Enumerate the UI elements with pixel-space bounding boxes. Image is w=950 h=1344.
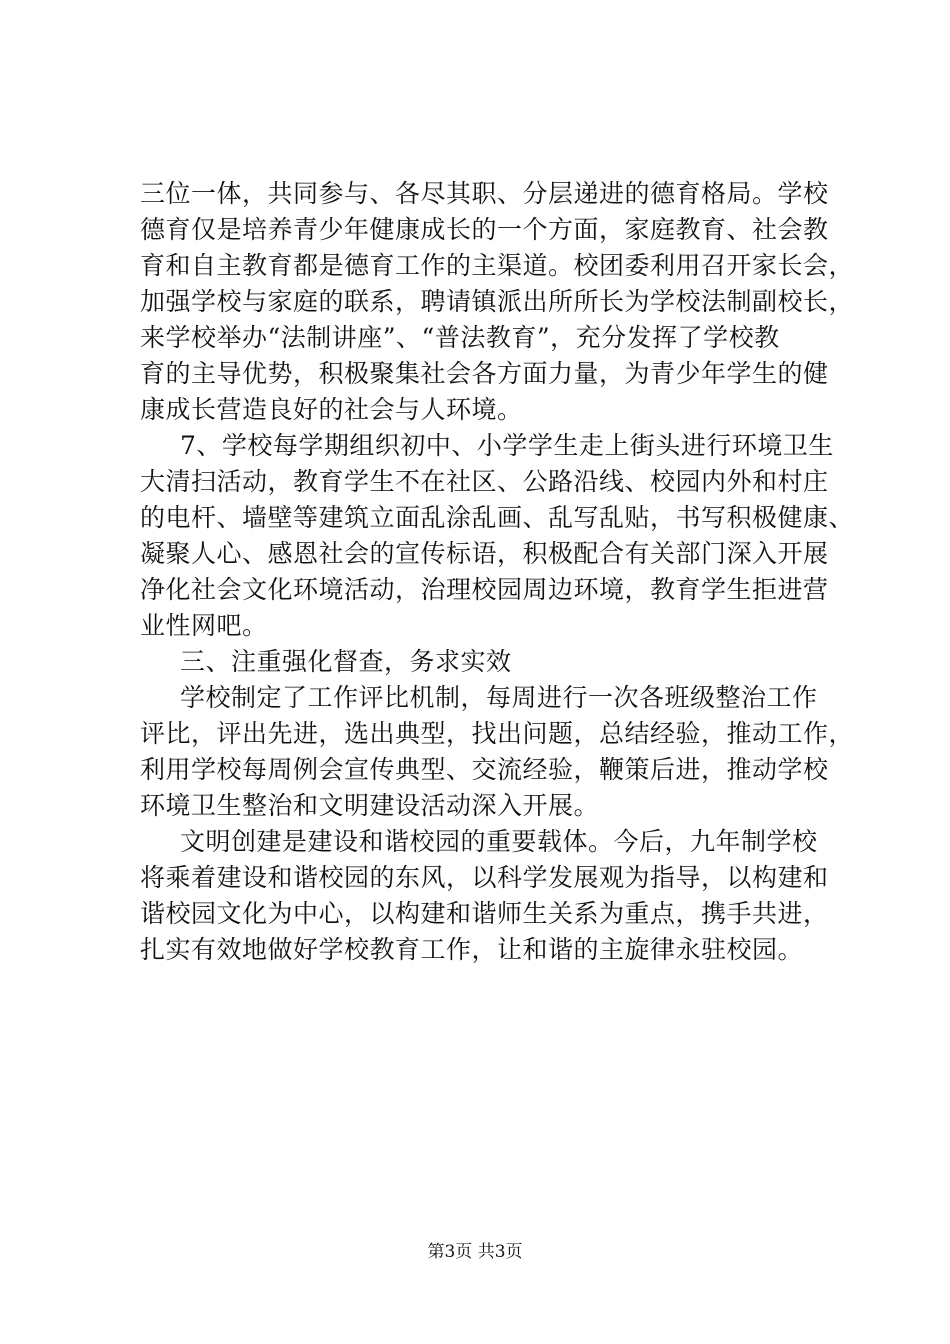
page-number-label: 第3页 共3页: [427, 1242, 523, 1262]
text-line: 德育仅是培养青少年健康成长的一个方面，家庭教育、社会教: [140, 215, 829, 244]
text-line: 大清扫活动，教育学生不在社区、公路沿线、校园内外和村庄: [140, 467, 829, 496]
section-heading: 三、注重强化督查，务求实效: [180, 647, 512, 676]
text-line: 来学校举办“法制讲座”、“普法教育”，充分发挥了学校教: [140, 323, 780, 352]
text-line: 环境卫生整治和文明建设活动深入开展。: [140, 791, 600, 820]
paragraph-start-line: 7、学校每学期组织初中、小学学生走上街头进行环境卫生: [180, 431, 834, 460]
document-body: [140, 176, 855, 968]
text-line: 业性网吧。: [140, 611, 268, 640]
page-footer: [0, 1240, 950, 1264]
text-line: 净化社会文化环境活动，治理校园周边环境，教育学生拒进营: [140, 575, 829, 604]
text-line: 三位一体，共同参与、各尽其职、分层递进的德育格局。学校: [140, 179, 829, 208]
text-line: 扎实有效地做好学校教育工作，让和谐的主旋律永驻校园。: [140, 935, 804, 964]
text-line: 谐校园文化为中心，以构建和谐师生关系为重点，携手共进，: [140, 899, 829, 928]
paragraph-start-line: 文明创建是建设和谐校园的重要载体。今后，九年制学校: [180, 827, 818, 856]
paragraph-start-line: 学校制定了工作评比机制，每周进行一次各班级整治工作: [180, 683, 818, 712]
text-line: 凝聚人心、感恩社会的宣传标语，积极配合有关部门深入开展: [140, 539, 829, 568]
text-line: 利用学校每周例会宣传典型、交流经验，鞭策后进，推动学校: [140, 755, 829, 784]
text-line: 育的主导优势，积极聚集社会各方面力量，为青少年学生的健: [140, 359, 829, 388]
text-line: 的电杆、墙壁等建筑立面乱涂乱画、乱写乱贴，书写积极健康、: [140, 503, 855, 532]
text-line: 评比，评出先进，选出典型，找出问题，总结经验，推动工作，: [140, 719, 855, 748]
text-line: 育和自主教育都是德育工作的主渠道。校团委利用召开家长会，: [140, 251, 855, 280]
text-line: 康成长营造良好的社会与人环境。: [140, 395, 523, 424]
text-line: 加强学校与家庭的联系，聘请镇派出所所长为学校法制副校长，: [140, 287, 855, 316]
text-line: 将乘着建设和谐校园的东风，以科学发展观为指导，以构建和: [140, 863, 829, 892]
